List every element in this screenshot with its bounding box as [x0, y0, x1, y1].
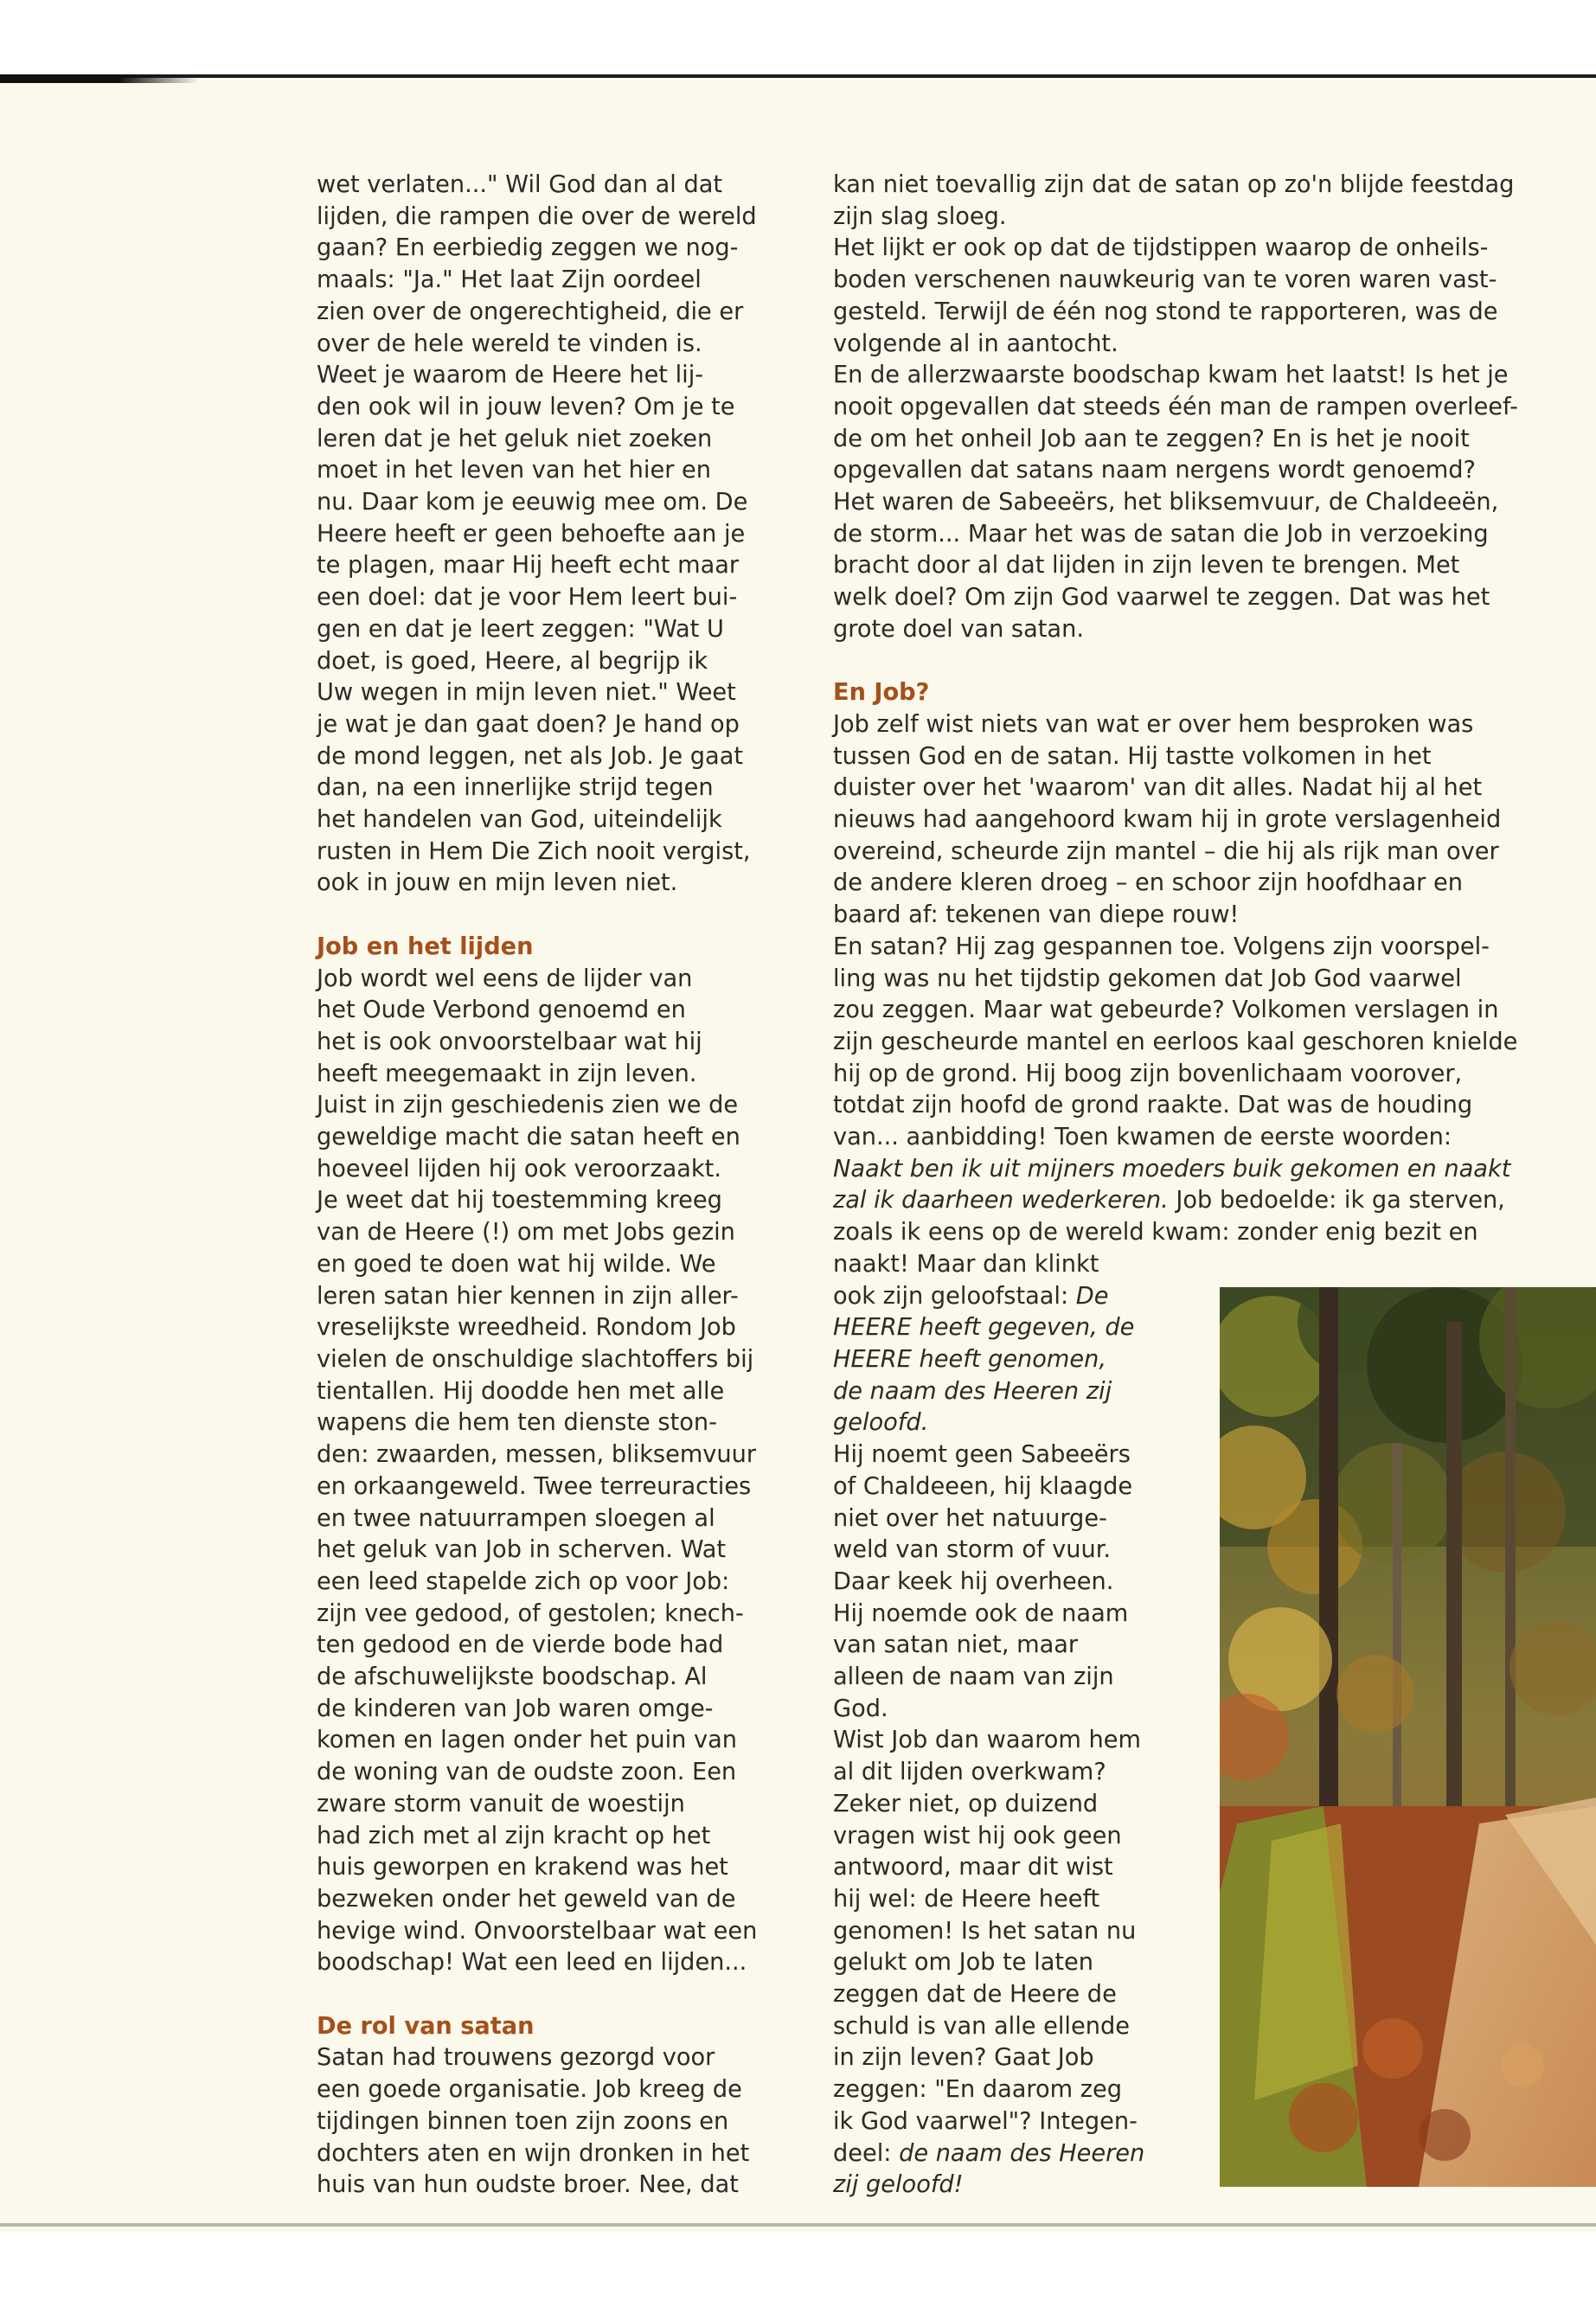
italic-quote: De	[1068, 1282, 1109, 1310]
line-text: rusten in Hem Die Zich nooit vergist,	[317, 837, 751, 865]
line-text: weld van storm of vuur.	[833, 1536, 1112, 1564]
text-line	[317, 170, 784, 202]
text-line	[833, 455, 1577, 487]
line-text: genomen! Is het satan nu	[833, 1917, 1137, 1945]
line-text: vielen de onschuldige slachtoffers bij	[317, 1346, 754, 1373]
line-text: en twee natuurrampen sloegen al	[317, 1504, 715, 1532]
section-heading	[833, 677, 1577, 709]
line-text: zoals ik eens op de wereld kwam: zonder enig bezit en	[833, 1219, 1478, 1247]
line-text: de andere kleren droeg – en schoor zijn hoofdhaar en	[833, 869, 1463, 897]
line-text: al dit lijden overkwam?	[833, 1759, 1106, 1786]
line-text: de kinderen van Job waren omge-	[317, 1695, 714, 1722]
line-text: den: zwaarden, messen, bliksemvuur	[317, 1441, 757, 1469]
line-text: doet, is goed, Heere, al begrijp ik	[317, 647, 708, 675]
text-line	[317, 424, 784, 456]
text-line	[833, 297, 1577, 329]
line-text: wapens die hem ten dienste ston-	[317, 1409, 717, 1437]
line-text: boden verschenen nauwkeurig van te voren waren vast-	[833, 266, 1497, 294]
line-text: maals: "Ja." Het laat Zijn oordeel	[317, 266, 702, 294]
line-text: naakt! Maar dan klinkt	[833, 1250, 1099, 1278]
line-text: het Oude Verbond genoemd en	[317, 997, 686, 1024]
text-line	[833, 1027, 1577, 1059]
text-line	[317, 868, 784, 900]
line-text: volgende al in aantocht.	[833, 330, 1118, 357]
text-line	[317, 1916, 784, 1948]
line-text: had zich met al zijn kracht op het	[317, 1822, 711, 1849]
line-text: deel:	[833, 2139, 892, 2167]
text-line	[833, 170, 1577, 202]
line-text: bezweken onder het geweld van de	[317, 1885, 736, 1913]
text-line	[833, 614, 1577, 646]
line-text: Wist Job dan waarom hem	[833, 1727, 1141, 1754]
line-text: in zijn leven? Gaat Job	[833, 2044, 1094, 2072]
text-line	[833, 1122, 1577, 1154]
autumn-forest-path-photo	[1220, 1287, 1596, 2187]
paragraph-gap	[317, 1979, 784, 2011]
line-text: ten gedood en de vierde bode had	[317, 1631, 724, 1659]
line-text: huis van hun oudste broer. Nee, dat	[317, 2171, 739, 2199]
line-text: dochters aten en wijn dronken in het	[317, 2139, 750, 2167]
line-text: hij op de grond. Hij boog zijn bovenlichaam voorover,	[833, 1060, 1463, 1087]
line-text: zeggen dat de Heere de	[833, 1981, 1117, 2009]
italic-quote: zij geloofd!	[833, 2171, 964, 2199]
text-line	[317, 836, 784, 868]
left-text-column	[317, 170, 784, 2202]
text-line	[833, 233, 1577, 265]
line-text: van... aanbidding! Toen kwamen de eerste woorden:	[833, 1124, 1452, 1151]
text-line	[317, 519, 784, 551]
line-text: over de hele wereld te vinden is.	[317, 330, 702, 357]
text-line	[833, 360, 1577, 392]
text-line	[317, 1535, 784, 1567]
line-text: En satan? Hij zag gespannen toe. Volgens zijn voorspel-	[833, 933, 1490, 960]
line-text: van de Heere (!) om met Jobs gezin	[317, 1219, 735, 1247]
line-text: leren dat je het geluk niet zoeken	[317, 425, 713, 452]
text-line	[833, 1059, 1577, 1091]
section-heading	[317, 2011, 784, 2043]
italic-quote: geloofd.	[833, 1409, 929, 1437]
line-text: Zeker niet, op duizend	[833, 1790, 1099, 1817]
line-text: En Job?	[833, 679, 930, 707]
line-text: gaan? En eerbiedig zeggen we nog-	[317, 234, 739, 262]
text-line	[833, 804, 1577, 836]
text-line	[317, 1821, 784, 1853]
text-line	[317, 1027, 784, 1059]
line-text: vreselijkste wreedheid. Rondom Job	[317, 1314, 736, 1342]
italic-quote: de naam des Heeren zij	[833, 1377, 1112, 1405]
text-line	[317, 741, 784, 773]
line-text: Het waren de Sabeeërs, het bliksemvuur, de Chaldeeën,	[833, 489, 1499, 516]
line-text: Uw wegen in mijn leven niet." Weet	[317, 679, 736, 707]
line-text: welk doel? Om zijn God vaarwel te zeggen. Dat was het	[833, 584, 1490, 612]
text-line	[317, 487, 784, 519]
line-text: grote doel van satan.	[833, 615, 1084, 643]
line-text: Heere heeft er geen behoefte aan je	[317, 520, 746, 548]
text-line	[317, 964, 784, 996]
text-line	[317, 709, 784, 741]
line-text: God.	[833, 1695, 888, 1722]
text-line	[317, 1217, 784, 1249]
line-text: Job en het lijden	[317, 933, 534, 960]
page-edge-shadow	[0, 74, 199, 83]
line-text: zijn slag sloeg.	[833, 202, 1007, 230]
text-line	[833, 265, 1577, 297]
line-text: van satan niet, maar	[833, 1631, 1079, 1659]
line-text: vragen wist hij ook geen	[833, 1822, 1122, 1849]
text-line	[317, 2170, 784, 2202]
text-line	[317, 582, 784, 614]
text-line	[833, 519, 1577, 551]
text-line	[833, 772, 1577, 804]
line-text: de woning van de oudste zoon. Een	[317, 1759, 737, 1786]
text-line	[317, 1789, 784, 1821]
text-line	[317, 1694, 784, 1726]
text-line	[317, 2106, 784, 2138]
line-text: Job zelf wist niets van wat er over hem besproken was	[833, 710, 1474, 738]
line-text: Het lijkt er ook op dat de tijdstippen waarop de onheils-	[833, 234, 1489, 262]
line-text: hoeveel lijden hij ook veroorzaakt.	[317, 1155, 721, 1183]
text-line	[317, 1630, 784, 1662]
text-line	[317, 646, 784, 678]
text-line	[833, 1217, 1577, 1249]
italic-quote: de naam des Heeren	[891, 2139, 1145, 2167]
line-text: de afschuwelijkste boodschap. Al	[317, 1663, 708, 1691]
line-text: ook in jouw en mijn leven niet.	[317, 869, 678, 897]
text-line	[317, 614, 784, 646]
line-text: heeft meegemaakt in zijn leven.	[317, 1060, 697, 1087]
line-text: Job wordt wel eens de lijder van	[317, 965, 693, 992]
text-line	[317, 392, 784, 424]
text-line	[317, 455, 784, 487]
text-line	[833, 836, 1577, 868]
line-text: zeggen: "En daarom zeg	[833, 2076, 1123, 2104]
line-text: hij wel: de Heere heeft	[833, 1885, 1100, 1913]
line-text: en orkaangeweld. Twee terreuracties	[317, 1472, 752, 1500]
text-line	[833, 487, 1577, 519]
line-text: Hij noemt geen Sabeeërs	[833, 1441, 1131, 1469]
line-text: den ook wil in jouw leven? Om je te	[317, 393, 735, 420]
line-text: Juist in zijn geschiedenis zien we de	[317, 1092, 739, 1119]
text-line	[317, 1154, 784, 1186]
line-text: nieuws had aangehoord kwam hij in grote verslagenheid	[833, 806, 1502, 834]
italic-quote: zal ik daarheen wederkeren.	[833, 1187, 1169, 1215]
line-text: boodschap! Wat een leed en lijden...	[317, 1949, 747, 1977]
text-line	[833, 392, 1577, 424]
line-text: zijn vee gedood, of gestolen; knech-	[317, 1599, 744, 1627]
line-text: leren satan hier kennen in zijn aller-	[317, 1282, 739, 1310]
line-text: gelukt om Job te laten	[833, 1949, 1093, 1977]
line-text: huis geworpen en krakend was het	[317, 1854, 728, 1881]
line-text: hevige wind. Onvoorstelbaar wat een	[317, 1917, 758, 1945]
line-text: De rol van satan	[317, 2012, 535, 2040]
line-text: het handelen van God, uiteindelijk	[317, 806, 722, 834]
text-line	[317, 995, 784, 1027]
text-line	[317, 329, 784, 361]
line-text: gesteld. Terwijl de één nog stond te rapporteren, was de	[833, 298, 1498, 325]
line-text: het is ook onvoorstelbaar wat hij	[317, 1028, 702, 1055]
page-bottom-edge	[0, 2223, 1596, 2227]
text-line	[317, 1185, 784, 1217]
text-line	[317, 1312, 784, 1344]
line-text: moet in het leven van het hier en	[317, 457, 711, 484]
text-line	[317, 1407, 784, 1439]
text-line	[317, 1725, 784, 1757]
line-text: ik God vaarwel"? Integen-	[833, 2107, 1138, 2135]
paragraph-gap	[317, 900, 784, 932]
line-text: bracht door al dat lijden in zijn leven te brengen. Met	[833, 552, 1460, 580]
line-text: te plagen, maar Hij heeft echt maar	[317, 552, 740, 580]
text-line	[833, 741, 1577, 773]
line-text: de mond leggen, net als Job. Je gaat	[317, 742, 744, 770]
line-text: En de allerzwaarste boodschap kwam het laatst! Is het je	[833, 362, 1509, 389]
text-line	[317, 1947, 784, 1979]
line-text: een doel: dat je voor Hem leert bui-	[317, 584, 738, 612]
text-line	[317, 1757, 784, 1789]
text-line	[317, 1471, 784, 1503]
line-text: Daar keek hij overheen.	[833, 1567, 1114, 1595]
line-text: je wat je dan gaat doen? Je hand op	[317, 710, 740, 738]
text-line	[833, 1185, 1577, 1217]
text-line	[317, 1090, 784, 1122]
line-text: gen en dat je leert zeggen: "Wat U	[317, 615, 724, 643]
text-line	[833, 709, 1577, 741]
text-line	[833, 1154, 1577, 1186]
text-line	[833, 582, 1577, 614]
text-line	[833, 1090, 1577, 1122]
line-text: Satan had trouwens gezorgd voor	[317, 2044, 715, 2072]
text-line	[317, 1439, 784, 1471]
text-line	[833, 424, 1577, 456]
text-line	[317, 1344, 784, 1376]
line-text: baard af: tekenen van diepe rouw!	[833, 901, 1240, 929]
line-text: lijden, die rampen die over de wereld	[317, 202, 757, 230]
line-text: zijn gescheurde mantel en eerloos kaal geschoren knielde	[833, 1028, 1518, 1055]
line-text: tussen God en de satan. Hij tastte volkomen in het	[833, 742, 1432, 770]
text-line	[833, 868, 1577, 900]
text-line	[317, 1249, 784, 1281]
text-line	[317, 677, 784, 709]
text-line	[317, 1059, 784, 1091]
line-text: Weet je waarom de Heere het lij-	[317, 362, 704, 389]
section-heading	[317, 932, 784, 964]
line-text: Hij noemde ook de naam	[833, 1599, 1129, 1627]
line-text: zware storm vanuit de woestijn	[317, 1790, 685, 1817]
line-text: kan niet toevallig zijn dat de satan op zo'n blijde feestdag	[833, 171, 1515, 198]
text-line	[833, 900, 1577, 932]
text-line	[317, 202, 784, 234]
text-line	[317, 1122, 784, 1154]
line-text: alleen de naam van zijn	[833, 1663, 1114, 1691]
line-text: nooit opgevallen dat steeds één man de rampen overleef-	[833, 393, 1518, 420]
line-text: overeind, scheurde zijn mantel – die hij als rijk man over	[833, 837, 1499, 865]
line-text: duister over het 'waarom' van dit alles. Nadat hij al het	[833, 774, 1483, 802]
text-line	[317, 550, 784, 582]
line-text: dan, na een innerlijke strijd tegen	[317, 774, 714, 802]
line-text: of Chaldeeen, hij klaagde	[833, 1472, 1133, 1500]
text-line	[317, 2074, 784, 2106]
text-line	[317, 1599, 784, 1631]
line-text: nu. Daar kom je eeuwig mee om. De	[317, 489, 748, 516]
text-line	[833, 995, 1577, 1027]
text-line	[317, 804, 784, 836]
text-line	[833, 932, 1577, 964]
line-text: zou zeggen. Maar wat gebeurde? Volkomen verslagen in	[833, 997, 1499, 1024]
text-line	[833, 202, 1577, 234]
paragraph-gap	[833, 646, 1577, 678]
line-text: komen en lagen onder het puin van	[317, 1727, 737, 1754]
line-text: de storm... Maar het was de satan die Job in verzoeking	[833, 520, 1489, 548]
line-text: het geluk van Job in scherven. Wat	[317, 1536, 727, 1564]
text-line	[317, 1376, 784, 1408]
text-line	[317, 1662, 784, 1694]
italic-quote: HEERE heeft gegeven, de	[833, 1314, 1135, 1342]
text-line	[317, 1281, 784, 1313]
italic-quote: Naakt ben ik uit mijners moeders buik gekomen en naakt	[833, 1155, 1511, 1183]
line-text: opgevallen dat satans naam nergens wordt genoemd?	[833, 457, 1476, 484]
line-text: totdat zijn hoofd de grond raakte. Dat was de houding	[833, 1092, 1473, 1119]
text-line	[833, 329, 1577, 361]
text-line	[317, 772, 784, 804]
line-text: tientallen. Hij doodde hen met alle	[317, 1377, 725, 1405]
text-line	[317, 1852, 784, 1884]
line-text: schuld is van alle ellende	[833, 2012, 1130, 2040]
text-line	[317, 2042, 784, 2074]
text-line	[317, 1503, 784, 1535]
text-line	[317, 1567, 784, 1599]
line-text: ling was nu het tijdstip gekomen dat Job God vaarwel	[833, 965, 1462, 992]
line-text: de om het onheil Job aan te zeggen? En is het je nooit	[833, 425, 1470, 452]
line-text: een goede organisatie. Job kreeg de	[317, 2076, 742, 2104]
text-line	[317, 297, 784, 329]
text-line	[833, 1249, 1577, 1281]
text-line	[833, 964, 1577, 996]
italic-quote: HEERE heeft genomen,	[833, 1346, 1107, 1373]
line-text: tijdingen binnen toen zijn zoons en	[317, 2107, 729, 2135]
line-text: wet verlaten..." Wil God dan al dat	[317, 171, 723, 198]
text-line	[317, 2138, 784, 2170]
line-text: Job bedoelde: ik ga sterven,	[1168, 1187, 1505, 1215]
text-line	[317, 265, 784, 297]
line-text: een leed stapelde zich op voor Job:	[317, 1567, 730, 1595]
text-line	[833, 550, 1577, 582]
line-text: niet over het natuurge-	[833, 1504, 1107, 1532]
text-line	[317, 1884, 784, 1916]
text-line	[317, 360, 784, 392]
line-text: Je weet dat hij toestemming kreeg	[317, 1187, 722, 1215]
line-text: ook zijn geloofstaal:	[833, 1282, 1069, 1310]
line-text: antwoord, maar dit wist	[833, 1854, 1113, 1881]
text-line	[317, 233, 784, 265]
line-text: geweldige macht die satan heeft en	[317, 1124, 740, 1151]
line-text: en goed te doen wat hij wilde. We	[317, 1250, 716, 1278]
line-text: zien over de ongerechtigheid, die er	[317, 298, 744, 325]
